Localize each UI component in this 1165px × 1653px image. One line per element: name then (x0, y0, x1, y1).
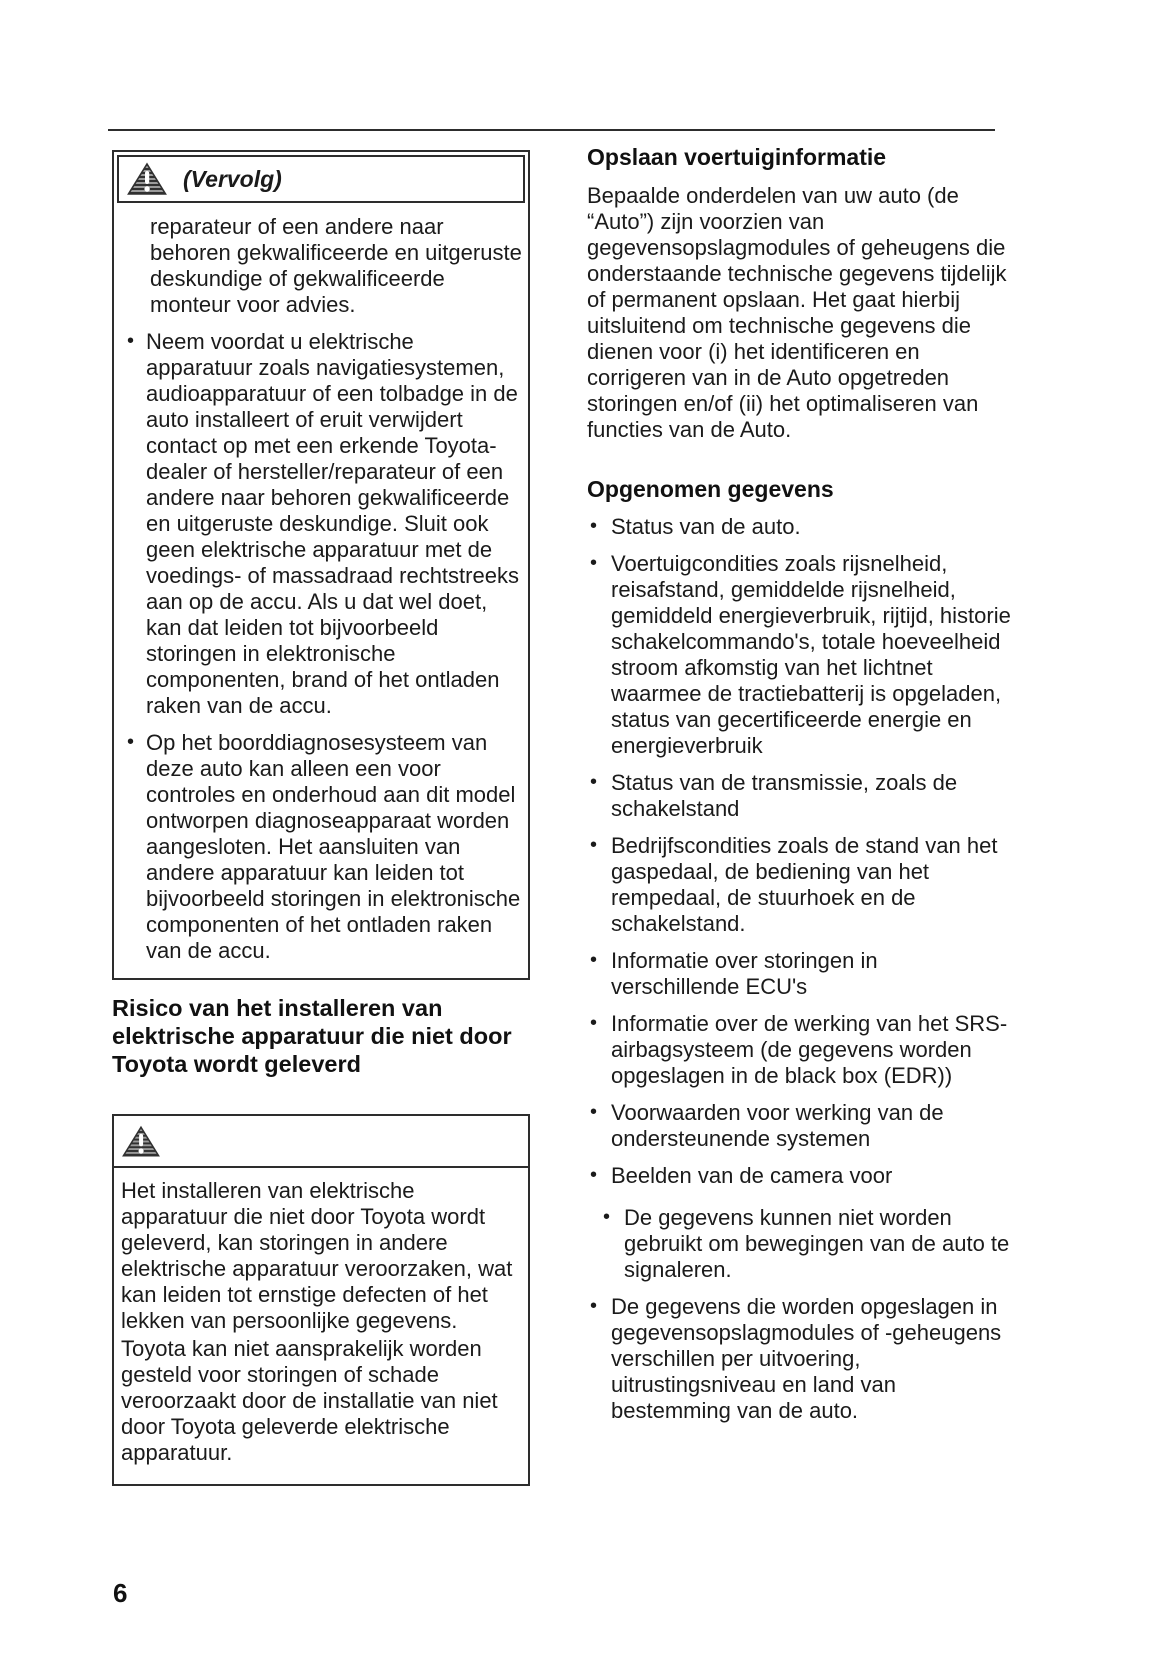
bullet-icon: • (590, 771, 598, 793)
bullet-text: Neem voordat u elektrische apparatuur zoals navigatiesystemen, audioapparatuur of een tolbadge in de auto installeert of eruit verwijdert contact op met een erkende Toyota-dealer of hersteller/reparateur of een andere naar behoren gekwalificeerde en uitgeruste deskundige. Sluit ook geen elektrische apparatuur met de voedings- of massadraad rechtstreeks aan op de accu. Als u dat wel doet, kan dat leiden tot bijvoorbeeld storingen in elektronische componenten, brand of het ontladen raken van de accu. (146, 329, 519, 718)
bullet-icon: • (590, 1012, 598, 1034)
warning-box-body (114, 1168, 528, 1484)
warning-paragraph: Het installeren van elektrische apparatuur die niet door Toyota wordt geleverd, kan storingen in andere elektrische apparatuur veroorzaken, wat kan leiden tot ernstige defecten of het lekken van persoonlijke gegevens. (121, 1178, 513, 1333)
bullet-icon: • (590, 834, 598, 856)
top-divider (108, 129, 995, 131)
bullet-text: De gegevens die worden opgeslagen in gegevensopslagmodules of -geheugens verschillen per uitvoering, uitrustingsniveau en land van bestemming van de auto. (611, 1294, 1002, 1423)
bullet-text: Informatie over de werking van het SRS-airbagsysteem (de gegevens worden opgeslagen in de black box (EDR)) (611, 1011, 1008, 1088)
continuation-paragraph: reparateur of een andere naar behoren gekwalificeerde en uitgeruste deskundige of gekwalificeerde monteur voor advies. (150, 214, 522, 317)
list-item (600, 1205, 1011, 1283)
page-number: 6 (113, 1578, 128, 1608)
right-column (587, 143, 1011, 1424)
list-item (587, 551, 1011, 759)
bullet-text: Status van de auto. (611, 514, 801, 539)
warning-box-header (114, 1116, 528, 1168)
store-info-paragraph: Bepaalde onderdelen van uw auto (de “Auto”) zijn voorzien van gegevensopslagmodules of geheugens die onderstaande technische gegevens tijdelijk of permanent opslaan. Het gaat hierbij uitsluitend om technische gegevens die dienen voor (i) het identificeren en corrigeren van in de Auto opgetreden storingen en/of (ii) het optimaliseren van functies van de Auto. (587, 183, 1007, 442)
warning-triangle-icon (122, 1125, 160, 1158)
bullet-text: De gegevens kunnen niet worden gebruikt om bewegingen van de auto te signaleren. (624, 1205, 1010, 1282)
bullet-text: Voertuigcondities zoals rijsnelheid, reisafstand, gemiddelde rijsnelheid, gemiddeld energieverbruik, rijtijd, historie schakelcommando's, totale hoeveelheid stroom afkomstig van het lichtnet waarmee de tractiebatterij is opgeladen, status van gecertificeerde energie en energieverbruik (611, 551, 1011, 758)
warning-box-title: (Vervolg) (183, 165, 282, 192)
list-item (587, 514, 1011, 540)
list-item (587, 1011, 1011, 1089)
recorded-data-list (587, 514, 1011, 1424)
warning-box-continued (112, 150, 530, 980)
list-item (587, 770, 1011, 822)
bullet-icon: • (590, 1101, 598, 1123)
risk-section-heading: Risico van het installeren van elektrische apparatuur die niet door Toyota wordt geleverd (112, 995, 512, 1077)
list-item (120, 730, 526, 964)
bullet-icon: • (590, 515, 598, 537)
bullet-icon: • (127, 731, 135, 753)
bullet-text: Status van de transmissie, zoals de schakelstand (611, 770, 958, 821)
warning-triangle-icon (127, 162, 167, 196)
warning-box-header (117, 155, 525, 203)
bullet-icon: • (590, 1295, 598, 1317)
list-item (587, 833, 1011, 937)
list-item (587, 1163, 1011, 1189)
bullet-text: Bedrijfscondities zoals de stand van het gaspedaal, de bediening van het rempedaal, de stuurhoek en de schakelstand. (611, 833, 998, 936)
bullet-icon: • (590, 949, 598, 971)
bullet-text: Beelden van de camera voor (611, 1163, 893, 1188)
store-info-heading: Opslaan voertuiginformatie (587, 144, 887, 170)
bullet-text: Informatie over storingen in verschillende ECU's (611, 948, 878, 999)
warning-paragraph: Toyota kan niet aansprakelijk worden gesteld voor storingen of schade veroorzaakt door de installatie van niet door Toyota geleverde elektrische apparatuur. (121, 1336, 498, 1465)
bullet-icon: • (603, 1206, 611, 1228)
warning-bullet-list (120, 329, 526, 964)
list-item (587, 1100, 1011, 1152)
bullet-text: Op het boorddiagnosesysteem van deze auto kan alleen een voor controles en onderhoud aan dit model ontworpen diagnoseapparaat worden aangesloten. Het aansluiten van andere apparatuur kan leiden tot bijvoorbeeld storingen in elektronische componenten of het ontladen raken van de accu. (146, 730, 521, 963)
recorded-data-heading: Opgenomen gegevens (587, 476, 834, 502)
list-item (587, 948, 1011, 1000)
list-item (120, 329, 526, 719)
left-column (112, 150, 530, 1486)
warning-box-install-risk (112, 1114, 530, 1486)
bullet-icon: • (590, 1164, 598, 1186)
bullet-text: Voorwaarden voor werking van de ondersteunende systemen (611, 1100, 944, 1151)
bullet-icon: • (127, 330, 135, 352)
bullet-icon: • (590, 552, 598, 574)
warning-box-body (114, 206, 528, 978)
list-item (587, 1294, 1011, 1424)
